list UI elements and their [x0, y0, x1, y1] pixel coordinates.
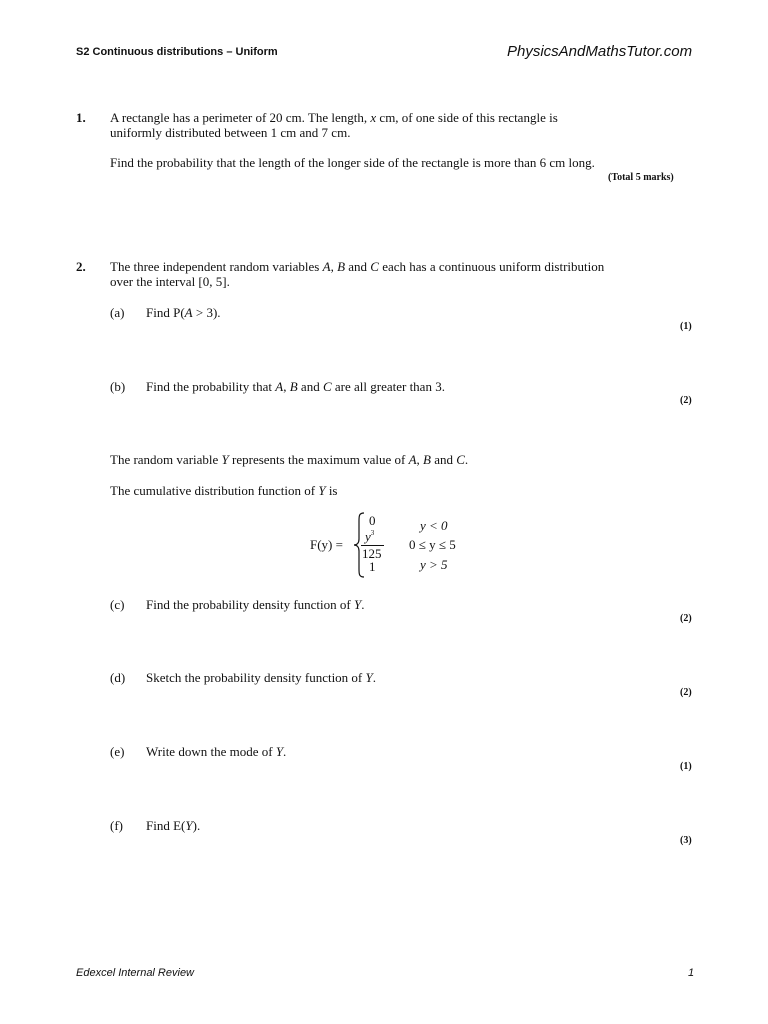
cdf-case-1-condition: y < 0	[420, 518, 448, 533]
part-d-marks: (2)	[680, 687, 692, 698]
cdf-lhs: F(y) =	[310, 537, 343, 552]
part-e-text: Write down the mode of Y.	[146, 744, 287, 759]
part-f-text: Find E(Y).	[146, 818, 201, 833]
document-header-title: S2 Continuous distributions – Uniform	[76, 46, 278, 58]
cdf-case-3-value: 1	[369, 559, 376, 574]
cdf-case-2-denominator: 125	[362, 546, 382, 561]
part-f-label: (f)	[110, 818, 123, 833]
cdf-case-3-condition: y > 5	[420, 557, 448, 572]
cdf-case-2-condition: 0 ≤ y ≤ 5	[409, 537, 456, 552]
part-b-text: Find the probability that A, B and C are all greater than 3.	[146, 379, 445, 394]
cdf-intro: The cumulative distribution function of Y is	[110, 483, 338, 498]
page-number: 1	[688, 967, 695, 979]
question-2-intro-line-2: over the interval [0, 5].	[110, 274, 230, 289]
part-c-marks: (2)	[680, 613, 692, 624]
question-1-total-marks: (Total 5 marks)	[608, 172, 674, 183]
random-variable-y-description: The random variable Y represents the maximum value of A, B and C.	[110, 452, 469, 467]
part-a-marks: (1)	[680, 321, 692, 332]
part-b-marks: (2)	[680, 395, 692, 406]
part-a-text: Find P(A > 3).	[146, 305, 221, 320]
question-2-number: 2.	[76, 259, 86, 274]
question-1-number: 1.	[76, 110, 86, 125]
question-1-line-1: A rectangle has a perimeter of 20 cm. The length, x cm, of one side of this rectangle is	[110, 110, 558, 125]
footer-source: Edexcel Internal Review	[76, 967, 195, 979]
part-e-marks: (1)	[680, 761, 692, 772]
part-e-label: (e)	[110, 744, 125, 759]
part-c-label: (c)	[110, 597, 125, 612]
part-a-label: (a)	[110, 305, 125, 320]
site-name: PhysicsAndMathsTutor.com	[507, 43, 693, 60]
question-1-line-2: uniformly distributed between 1 cm and 7 cm.	[110, 125, 351, 140]
cdf-case-2-numerator: $y^3$	[365, 529, 375, 544]
part-d-text: Sketch the probability density function of Y.	[146, 670, 376, 685]
cdf-formula	[300, 508, 480, 580]
part-f-marks: (3)	[680, 835, 692, 846]
part-d-label: (d)	[110, 670, 126, 685]
part-b-label: (b)	[110, 379, 126, 394]
cdf-case-1-value: 0	[369, 513, 376, 528]
question-2-intro-line-1: The three independent random variables A, B and C each has a continuous uniform distribution	[110, 259, 605, 274]
question-1-task: Find the probability that the length of the longer side of the rectangle is more than 6 cm long.	[110, 155, 595, 170]
part-c-text: Find the probability density function of Y.	[146, 597, 365, 612]
